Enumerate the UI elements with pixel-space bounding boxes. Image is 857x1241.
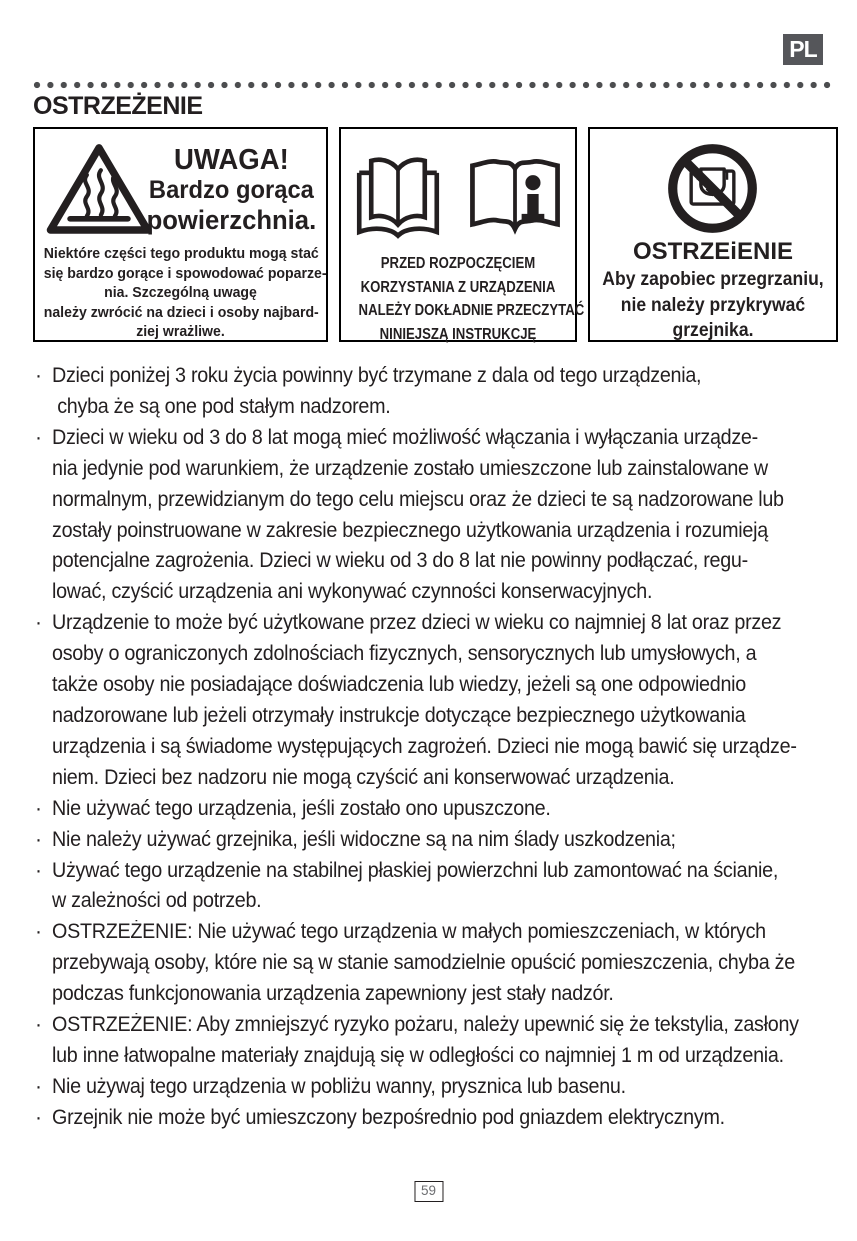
list-item [35, 856, 840, 918]
hot-surface-title-line1: UWAGA! [174, 144, 289, 176]
do-not-cover-icon [664, 140, 761, 237]
list-item [35, 361, 840, 423]
page-title: OSTRZEŻENIE [33, 92, 203, 120]
bullet-dot: · [35, 1105, 42, 1129]
do-not-cover-body-text: Aby zapobiec przegrzaniu, nie należy przykrywać grzejnika. [602, 268, 824, 341]
manual-info-book-icon [463, 149, 567, 241]
list-item [35, 423, 840, 608]
hot-surface-warning-box [33, 127, 328, 342]
read-manual-box [339, 127, 585, 343]
bullet-dot: · [35, 1074, 42, 1098]
page-number: 59 [414, 1181, 443, 1202]
list-item-text: Nie używaj tego urządzenia w pobliżu wanny, prysznica lub basenu. [52, 1074, 626, 1098]
list-item-text: OSTRZEŻENIE: Aby zmniejszyć ryzyko pożaru, należy upewnić się że tekstylia, zasłony lub inne łatwopalne materiały znajdują się w odległości co najmniej 1 m od urządzenia. [52, 1013, 799, 1067]
list-item-text: Dzieci w wieku od 3 do 8 lat mogą mieć możliwość włączania i wyłączania urządze- nia jedynie pod warunkiem, że urządzenie zostało umieszczone lub zainstalowane w normalnym, przewidzianym do tego celu miejscu oraz że dzieci te są nadzorowane lub zostały poinstruowane w zakresie bezpiecznego użytkowania urządzenia i rozumieją potencjalne zagrożenia. Dzieci w wieku od 3 do 8 lat nie powinny podłączać, regu- lować, czyścić urządzenia ani wykonywać czynności konserwacyjnych. [52, 425, 784, 604]
hot-surface-triangle-icon [43, 139, 155, 237]
bullet-dot: · [35, 858, 42, 882]
hot-surface-title-line3: powierzchnia. [146, 205, 317, 235]
list-item-text: Grzejnik nie może być umieszczony bezpośrednio pod gniazdem elektrycznym. [52, 1105, 725, 1129]
list-item-text: Urządzenie to może być użytkowane przez dzieci w wieku co najmniej 8 lat oraz przez osoby o ograniczonych zdolnościach fizycznych, sensorycznych lub umysłowych, a także osoby nie posiadające doświadczenia lub wiedzy, jeżeli są one odpowiednio nadzorowane lub jeżeli otrzymały instrukcje dotyczące bezpiecznego użytkowania urządzenia i są świadome występujących zagrożeń. Dzieci nie mogą bawić się urządze- niem. Dzieci bez nadzoru nie mogą czyścić ani konserwować urządzenia. [52, 611, 797, 789]
do-not-cover-box [588, 127, 838, 342]
list-item-text: Nie należy używać grzejnika, jeśli widoczne są na nim ślady uszkodzenia; [52, 827, 676, 851]
bullet-dot: · [35, 425, 42, 449]
read-manual-text: PRZED ROZPOCZĘCIEM KORZYSTANIA Z URZĄDZENIA NALEŻY DOKŁADNIE PRZECZYTAĆ NINIEJSZĄ INSTRUKCJĘ [358, 255, 585, 343]
read-manual-icons [341, 146, 575, 241]
hot-surface-body-text: Niektóre części tego produktu mogą stać się bardzo gorące i spowodować poparze- nia. Szczególną uwagę należy zwrócić na dzieci i osoby najbard- ziej wrażliwe. [43, 245, 327, 341]
list-item-text: OSTRZEŻENIE: Nie używać tego urządzenia w małych pomieszczeniach, w których przebywają osoby, które nie są w stanie samodzielnie opuścić pomieszczenia, chyba że podczas funkcjonowania urządzenia zapewniony jest stały nadzór. [52, 920, 795, 1006]
hot-surface-title [144, 145, 318, 235]
list-item [35, 1072, 840, 1103]
bullet-dot: · [35, 920, 42, 944]
do-not-cover-title: OSTRZEiENIE [632, 238, 793, 265]
list-item [35, 608, 840, 793]
list-item [35, 1103, 840, 1134]
list-item [35, 794, 840, 825]
bullet-dot: · [35, 1013, 42, 1037]
list-item-text: Nie używać tego urządzenia, jeśli zostało ono upuszczone. [52, 796, 551, 820]
bullet-dot: · [35, 611, 42, 635]
bullet-dot: · [35, 827, 42, 851]
bullet-dot: · [35, 364, 42, 387]
list-item [35, 825, 840, 856]
list-item [35, 917, 840, 1010]
hot-surface-title-line2: Bardzo gorąca [148, 176, 314, 204]
list-item [35, 1010, 840, 1072]
warning-boxes-row [33, 127, 831, 342]
list-item-text: Dzieci poniżej 3 roku życia powinny być trzymane z dala od tego urządzenia, chyba że są one pod stałym nadzorem. [52, 364, 702, 418]
language-badge: PL [783, 34, 823, 65]
warning-list [35, 361, 840, 1134]
bullet-dot: · [35, 796, 42, 820]
open-book-icon [350, 149, 446, 241]
dotted-divider [33, 81, 832, 89]
list-item-text: Używać tego urządzenie na stabilnej płaskiej powierzchni lub zamontować na ścianie, w zależności od potrzeb. [52, 858, 779, 913]
hot-surface-box-top [35, 129, 326, 237]
